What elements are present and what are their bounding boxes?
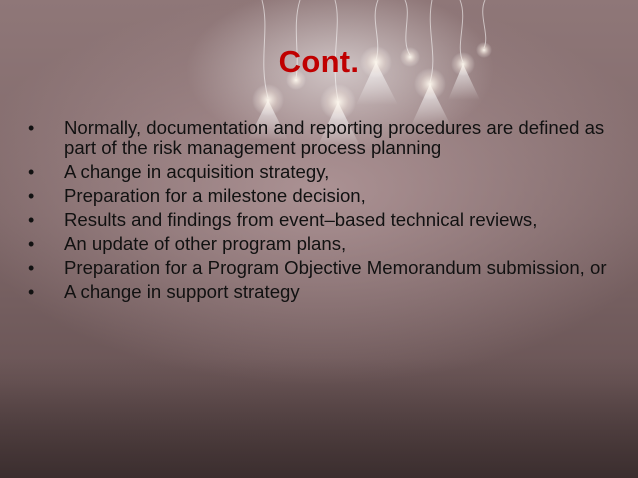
bullet-text: A change in acquisition strategy, [64,161,330,182]
bullet-icon: • [28,282,35,302]
bullet-item [26,186,611,206]
bullet-icon: • [28,234,35,254]
bullet-item [26,258,611,278]
bullet-text: Results and findings from event–based technical reviews, [64,209,538,230]
bullet-icon: • [28,186,35,206]
slide-title: Cont. [278,44,360,79]
bullet-icon: • [28,210,35,230]
bullet-item [26,118,611,158]
bullet-item [26,162,611,182]
bullet-icon: • [28,162,35,182]
bullet-text: A change in support strategy [64,281,300,302]
bullet-icon: • [28,118,35,138]
bullet-item [26,282,611,302]
bullet-item [26,234,611,254]
floor-shadow [0,358,638,478]
bullet-icon: • [28,258,35,278]
bullet-text: Normally, documentation and reporting procedures are defined as part of the risk management process planning [64,117,605,158]
bullet-item [26,210,611,230]
bullet-text: An update of other program plans, [64,233,347,254]
bullet-text: Preparation for a milestone decision, [64,185,366,206]
bullet-text: Preparation for a Program Objective Memorandum submission, or [64,257,607,278]
bullet-list [26,118,611,306]
